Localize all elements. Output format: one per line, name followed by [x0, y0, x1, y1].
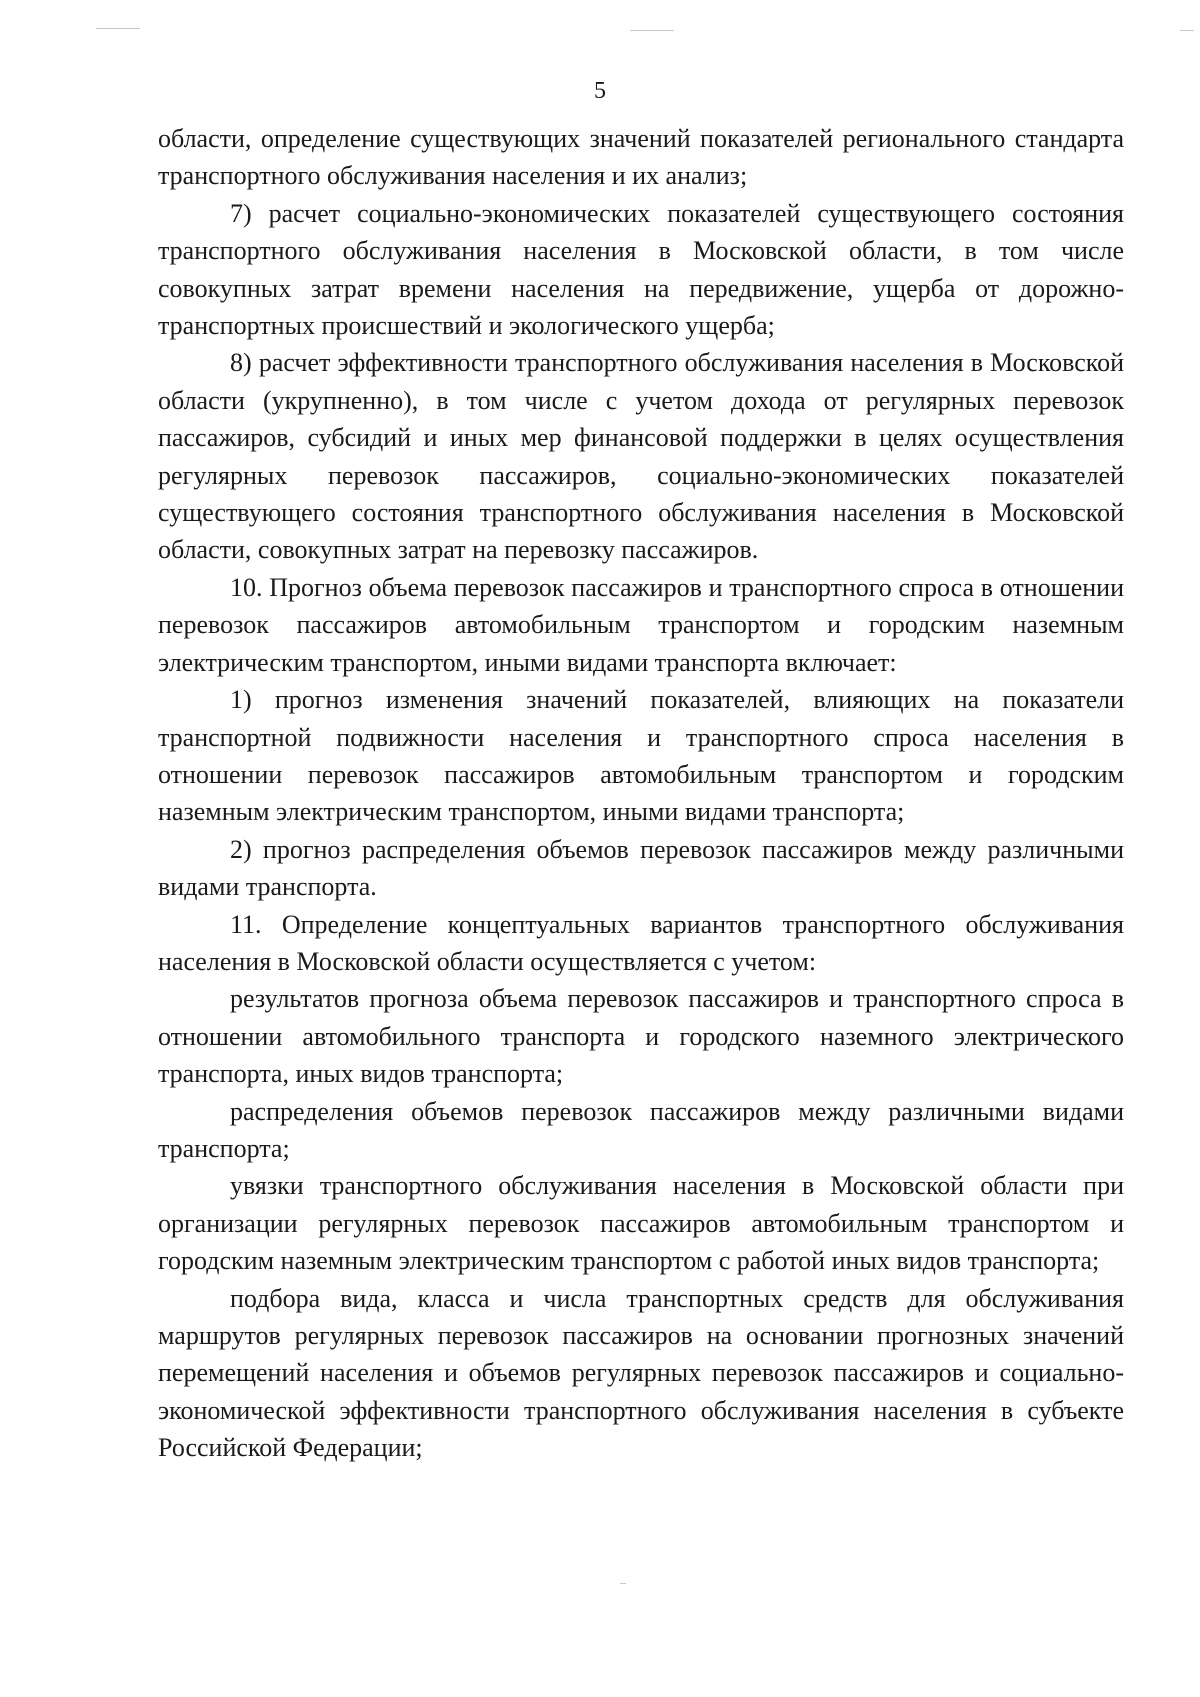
paragraph-first-line: 11. Определение концептуальных вариантов транспортного: [230, 909, 946, 939]
paragraph-first-line: 10. Прогноз объема перевозок пассажиров и транспортного спроса: [230, 572, 974, 602]
paragraph-rest: состояния транспортного обслуживания населения в Московской области, в том числе совокупных затрат времени населения на передвижение, ущерба от дорожно-транспортных происшествий и экологического ущерба;: [158, 198, 1125, 341]
document-body: [158, 120, 1124, 1467]
scan-artifact-bottom: [620, 1583, 626, 1584]
list-item-1: [158, 681, 1124, 831]
scan-artifact-center: [630, 30, 674, 31]
paragraph-rest: транспорта;: [158, 1133, 290, 1163]
paragraph-first-line: увязки транспортного обслуживания населения в Московской области: [230, 1171, 1068, 1201]
paragraph-rest: транспортной подвижности населения и транспортного спроса населения в отношении перевозок пассажиров автомобильным транспортом и городским наземным электрическим транспортом, иными видами транспорта;: [158, 722, 1124, 827]
paragraph-first-line: области, определение существующих значений показателей регионального: [158, 124, 1006, 153]
paragraph-rest: в отношении перевозок пассажиров автомобильным транспортом и городским наземным электрическим транспортом, иными видами транспорта включает:: [158, 572, 1124, 677]
criterion-vehicle-selection: [158, 1280, 1124, 1467]
section-10: [158, 569, 1124, 681]
paragraph-first-line: распределения объемов перевозок пассажиров между различными видами: [230, 1096, 1124, 1126]
section-11: [158, 906, 1124, 981]
paragraph-rest: при организации регулярных перевозок пассажиров автомобильным транспортом и городским наземным электрическим транспортом с работой иных видов транспорта;: [158, 1171, 1124, 1276]
criterion-service-linkage: [158, 1167, 1124, 1279]
paragraph-first-line: 1) прогноз изменения значений показателей, влияющих на показатели: [230, 685, 1124, 715]
criterion-volume-distribution: [158, 1093, 1124, 1168]
paragraph-rest: стандарта транспортного обслуживания населения и их анализ;: [158, 124, 1125, 191]
paragraph-first-line: результатов прогноза объема перевозок пассажиров и транспортного: [230, 984, 1016, 1014]
paragraph-rest: между различными видами транспорта.: [158, 834, 1124, 902]
paragraph-rest: маршрутов регулярных перевозок пассажиров на основании прогнозных значений перемещений населения и объемов регулярных перевозок пассажиров и социально-экономической эффективности транспортного обслуживания населения в субъекте Российской Федерации;: [158, 1321, 1124, 1463]
paragraph-first-line: 2) прогноз распределения объемов перевозок пассажиров: [230, 834, 893, 864]
scan-artifact-right: [1180, 30, 1194, 31]
paragraph-first-line: 7) расчет социально-экономических показателей существующего: [230, 198, 996, 228]
list-item-2: [158, 831, 1124, 906]
criterion-forecast-results: [158, 980, 1124, 1092]
paragraph-first-line: 8) расчет эффективности транспортного обслуживания населения: [230, 348, 964, 378]
paragraph-rest: обслуживания населения в Московской области осуществляется с учетом:: [158, 909, 1124, 976]
list-item-7: [158, 195, 1124, 345]
paragraph-continuation: [158, 120, 1124, 195]
paragraph-first-line: подбора вида, класса и числа транспортных средств для обслуживания: [230, 1283, 1124, 1313]
page-number: 5: [594, 78, 606, 104]
scan-artifact-left: [96, 28, 140, 29]
paragraph-rest: спроса в отношении автомобильного транспорта и городского наземного электрического транспорта, иных видов транспорта;: [158, 984, 1125, 1089]
paragraph-rest: в Московской области (укрупненно), в том числе с учетом дохода от регулярных перевозок пассажиров, субсидий и иных мер финансовой поддержки в целях осуществления регулярных перевозок пассажиров, социально-экономических показателей существующего состояния транспортного обслуживания населения в Московской области, совокупных затрат на перевозку пассажиров.: [158, 348, 1125, 565]
list-item-8: [158, 344, 1124, 568]
